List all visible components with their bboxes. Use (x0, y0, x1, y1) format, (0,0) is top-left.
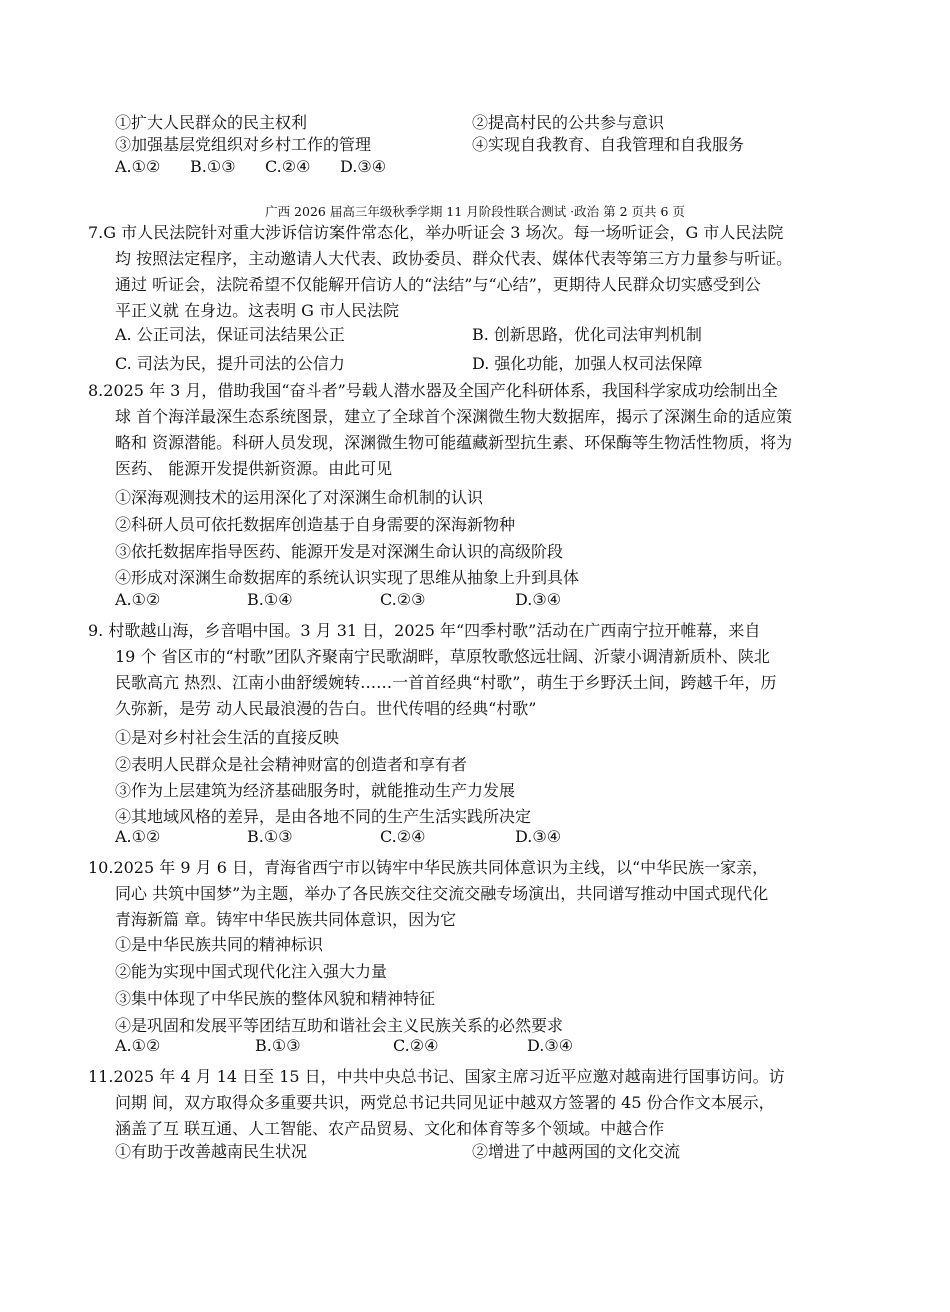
statement-1: ①有助于改善越南民生状况 (115, 1142, 308, 1161)
statement-3: ③依托数据库指导医药、能源开发是对深渊生命认识的高级阶段 (115, 542, 564, 561)
question-text-line: 11.2025 年 4 月 14 日至 15 日，中共中央总书记、国家主席习近平应邀对越南进行国事访问。访 (88, 1067, 785, 1086)
answer-d: D.③④ (515, 590, 562, 609)
answer-a: A.①② (115, 590, 161, 609)
statement-4: ④其地域风格的差异，是由各地不同的生产生活实践所决定 (115, 807, 532, 826)
question-text-line: 7.G 市人民法院针对重大涉诉信访案件常态化，举办听证会 3 场次。每一场听证会，G 市人民法院 (88, 223, 784, 242)
option-b: B. 创新思路，优化司法审判机制 (472, 325, 702, 344)
question-text-line: 涵盖了互 联互通、人工智能、农产品贸易、文化和体育等多个领域。中越合作 (115, 1119, 665, 1138)
question-text-line: 平正义就 在身边。这表明 G 市人民法院 (115, 301, 400, 320)
question-text-line: 通过 听证会，法院希望不仅能解开信访人的“法结”与“心结”，更期待人民群众切实感受到公 (115, 275, 761, 294)
answer-c: C.②④ (393, 1036, 439, 1055)
question-text-line: 问期 间，双方取得众多重要共识，两党总书记共同见证中越双方签署的 45 份合作文本展示， (115, 1093, 775, 1112)
question-text-line: 8.2025 年 3 月，借助我国“奋斗者”号载人潜水器及全国产化科研体系，我国科学家成功绘制出全 (88, 381, 778, 400)
answer-b: B.①③ (255, 1036, 301, 1055)
statement-3: ③作为上层建筑为经济基础服务时，就能推动生产力发展 (115, 781, 516, 800)
question-text-line: 医药、 能源开发提供新资源。由此可见 (115, 459, 393, 478)
statement-1: ①是中华民族共同的精神标识 (115, 935, 324, 954)
answer-c: C.②④ (265, 157, 311, 176)
question-text-line: 19 个 省区市的“村歌”团队齐聚南宁民歌湖畔，草原牧歌悠远壮阔、沂蒙小调清新质朴、陕北 (115, 647, 770, 666)
option-a: A. 公正司法，保证司法结果公正 (115, 325, 345, 344)
statement-2: ②增进了中越两国的文化交流 (472, 1142, 681, 1161)
statement-4: ④是巩固和发展平等团结互助和谐社会主义民族关系的必然要求 (115, 1016, 564, 1035)
answer-choices (115, 1035, 573, 1057)
answer-d: D.③④ (527, 1036, 574, 1055)
answer-d: D.③④ (340, 157, 387, 176)
prev-option-4: ④实现自我教育、自我管理和自我服务 (472, 135, 745, 154)
answer-a: A.①② (115, 1036, 161, 1055)
question-text-line: 均 按照法定程序，主动邀请人大代表、政协委员、群众代表、媒体代表等第三方力量参与听证。 (115, 249, 793, 268)
question-text-line: 青海新篇 章。铸牢中华民族共同体意识，因为它 (115, 910, 457, 929)
prev-option-2: ②提高村民的公共参与意识 (472, 113, 665, 132)
statement-4: ④形成对深渊生命数据库的系统认识实现了思维从抽象上升到具体 (115, 568, 580, 587)
answer-choices (115, 589, 561, 611)
answer-b: B.①④ (247, 590, 293, 609)
answer-c: C.②③ (380, 590, 426, 609)
statement-1: ①深海观测技术的运用深化了对深渊生命机制的认识 (115, 488, 484, 507)
question-text-line: 10.2025 年 9 月 6 日，青海省西宁市以铸牢中华民族共同体意识为主线，以“中华民族一家亲， (88, 858, 769, 877)
question-text-line: 民歌高亢 热烈、江南小曲舒缓婉转……一首首经典“村歌”，萌生于乡野沃土间，跨越千年，历 (115, 673, 777, 692)
prev-answer-choices (115, 156, 386, 178)
prev-option-3: ③加强基层党组织对乡村工作的管理 (115, 135, 372, 154)
answer-c: C.②④ (380, 827, 426, 846)
answer-a: A.①② (115, 827, 161, 846)
question-text-line: 久弥新，是劳 动人民最浪漫的告白。世代传唱的经典“村歌” (115, 699, 537, 718)
statement-3: ③集中体现了中华民族的整体风貌和精神特征 (115, 989, 436, 1008)
answer-b: B.①③ (190, 157, 236, 176)
statement-2: ②科研人员可依托数据库创造基于自身需要的深海新物种 (115, 515, 516, 534)
answer-d: D.③④ (515, 827, 562, 846)
question-text-line: 9. 村歌越山海，乡音唱中国。3 月 31 日，2025 年“四季村歌”活动在广西南宁拉开帷幕，来自 (88, 621, 761, 640)
answer-a: A.①② (115, 157, 161, 176)
prev-option-1: ①扩大人民群众的民主权利 (115, 113, 308, 132)
question-text-line: 同心 共筑中国梦”为主题，举办了各民族交往交流交融专场演出，共同谱写推动中国式现代化 (115, 884, 769, 903)
statement-1: ①是对乡村社会生活的直接反映 (115, 728, 340, 747)
option-c: C. 司法为民，提升司法的公信力 (115, 354, 345, 373)
option-d: D. 强化功能，加强人权司法保障 (472, 354, 703, 373)
answer-b: B.①③ (247, 827, 293, 846)
statement-2: ②能为实现中国式现代化注入强大力量 (115, 962, 388, 981)
question-text-line: 略和 资源潜能。科研人员发现，深渊微生物可能蕴藏新型抗生素、环保酶等生物活性物质，将为 (115, 433, 793, 452)
answer-choices (115, 826, 561, 848)
page-footer: 广西 2026 届高三年级秋季学期 11 月阶段性联合测试 ·政治 第 2 页共 6 页 (265, 204, 685, 219)
question-text-line: 球 首个海洋最深生态系统图景，建立了全球首个深渊微生物大数据库，揭示了深渊生命的适应策 (115, 407, 793, 426)
statement-2: ②表明人民群众是社会精神财富的创造者和享有者 (115, 755, 468, 774)
